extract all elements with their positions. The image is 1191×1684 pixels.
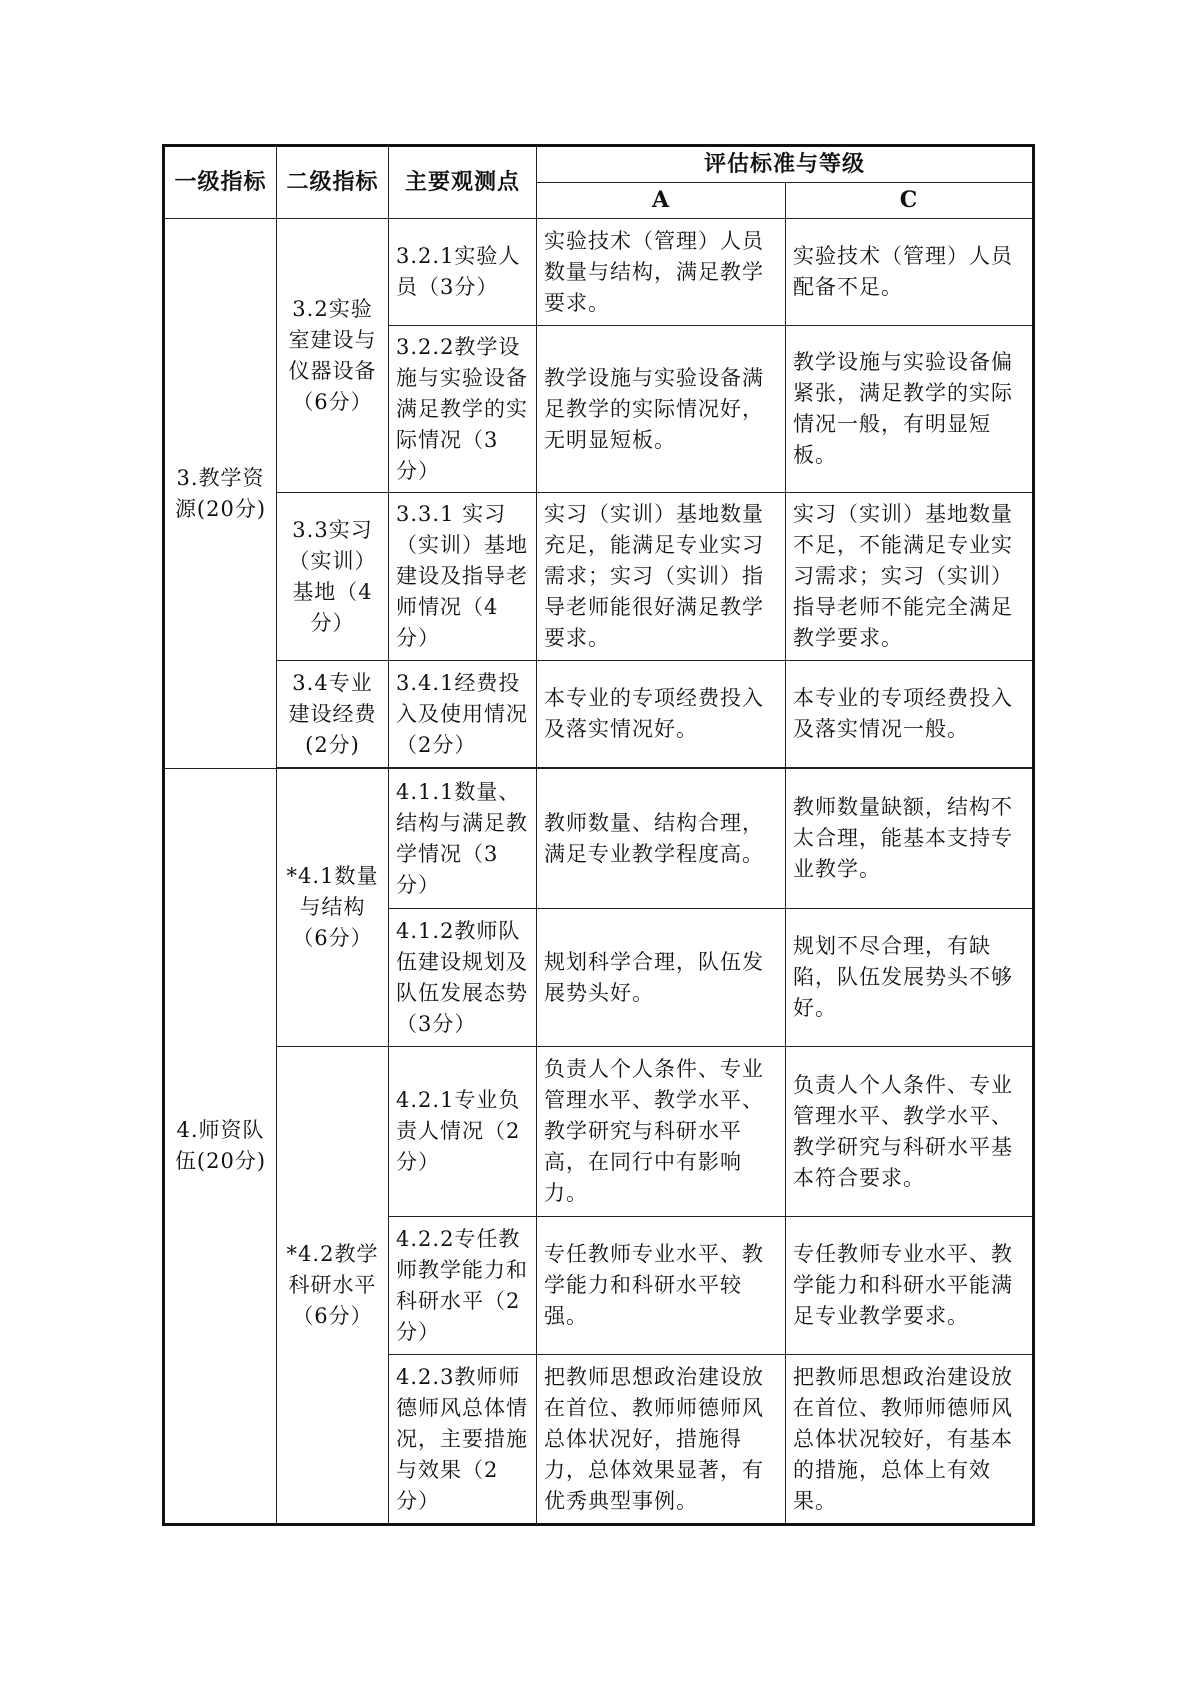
level2-cell: 3.3实习（实训）基地（4分） [277, 493, 389, 661]
grade-a-cell: 实验技术（管理）人员数量与结构，满足教学要求。 [537, 219, 786, 326]
grade-c-cell: 实验技术（管理）人员配备不足。 [786, 219, 1034, 326]
evaluation-table [162, 144, 1035, 1526]
grade-a-cell: 规划科学合理，队伍发展势头好。 [537, 909, 786, 1047]
table-row [164, 1047, 1034, 1217]
level1-cell: 4.师资队伍(20分) [164, 769, 277, 1525]
grade-a-cell: 本专业的专项经费投入及落实情况好。 [537, 661, 786, 768]
observation-cell: 4.2.3教师师德师风总体情况，主要措施与效果（2分） [389, 1355, 537, 1525]
observation-cell: 3.3.1 实习（实训）基地建设及指导老师情况（4分） [389, 493, 537, 661]
observation-cell: 3.2.1实验人员（3分） [389, 219, 537, 326]
grade-c-cell: 把教师思想政治建设放在首位、教师师德师风总体状况较好，有基本的措施，总体上有效果。 [786, 1355, 1034, 1525]
table-row [164, 661, 1034, 768]
grade-c-cell: 教师数量缺额，结构不太合理，能基本支持专业教学。 [786, 769, 1034, 909]
level2-cell: *4.1数量与结构（6分） [277, 769, 389, 1047]
grade-c-cell: 实习（实训）基地数量不足，不能满足专业实习需求；实习（实训）指导老师不能完全满足教学要求。 [786, 493, 1034, 661]
observation-cell: 3.4.1经费投入及使用情况（2分） [389, 661, 537, 768]
header-standards: 评估标准与等级 [537, 146, 1034, 183]
grade-c-cell: 教学设施与实验设备偏紧张，满足教学的实际情况一般，有明显短板。 [786, 326, 1034, 493]
observation-cell: 4.1.1数量、结构与满足教学情况（3分） [389, 769, 537, 909]
table-row [164, 769, 1034, 909]
grade-a-cell: 教师数量、结构合理，满足专业教学程度高。 [537, 769, 786, 909]
grade-c-cell: 本专业的专项经费投入及落实情况一般。 [786, 661, 1034, 768]
level2-cell: 3.4专业建设经费(2分) [277, 661, 389, 768]
grade-c-cell: 规划不尽合理，有缺陷，队伍发展势头不够好。 [786, 909, 1034, 1047]
level1-cell: 3.教学资源(20分) [164, 219, 277, 769]
level2-cell: 3.2实验室建设与仪器设备（6分） [277, 219, 389, 493]
header-grade-a: A [537, 183, 786, 219]
observation-cell: 3.2.2教学设施与实验设备满足教学的实际情况（3分） [389, 326, 537, 493]
grade-a-cell: 专任教师专业水平、教学能力和科研水平较强。 [537, 1217, 786, 1355]
header-level1: 一级指标 [164, 146, 277, 219]
header-level2: 二级指标 [277, 146, 389, 219]
grade-a-cell: 把教师思想政治建设放在首位、教师师德师风总体状况好，措施得力，总体效果显著，有优秀典型事例。 [537, 1355, 786, 1525]
grade-c-cell: 专任教师专业水平、教学能力和科研水平能满足专业教学要求。 [786, 1217, 1034, 1355]
grade-a-cell: 教学设施与实验设备满足教学的实际情况好，无明显短板。 [537, 326, 786, 493]
grade-a-cell: 实习（实训）基地数量充足，能满足专业实习需求；实习（实训）指导老师能很好满足教学要求。 [537, 493, 786, 661]
header-row [164, 146, 1034, 183]
table-row [164, 493, 1034, 661]
table-row [164, 219, 1034, 326]
observation-cell: 4.2.2专任教师教学能力和科研水平（2分） [389, 1217, 537, 1355]
observation-cell: 4.1.2教师队伍建设规划及队伍发展态势（3分） [389, 909, 537, 1047]
grade-a-cell: 负责人个人条件、专业管理水平、教学水平、教学研究与科研水平高，在同行中有影响力。 [537, 1047, 786, 1217]
observation-cell: 4.2.1专业负责人情况（2分） [389, 1047, 537, 1217]
level2-cell: *4.2教学科研水平（6分） [277, 1047, 389, 1525]
header-grade-c: C [786, 183, 1034, 219]
header-observation: 主要观测点 [389, 146, 537, 219]
grade-c-cell: 负责人个人条件、专业管理水平、教学水平、教学研究与科研水平基本符合要求。 [786, 1047, 1034, 1217]
